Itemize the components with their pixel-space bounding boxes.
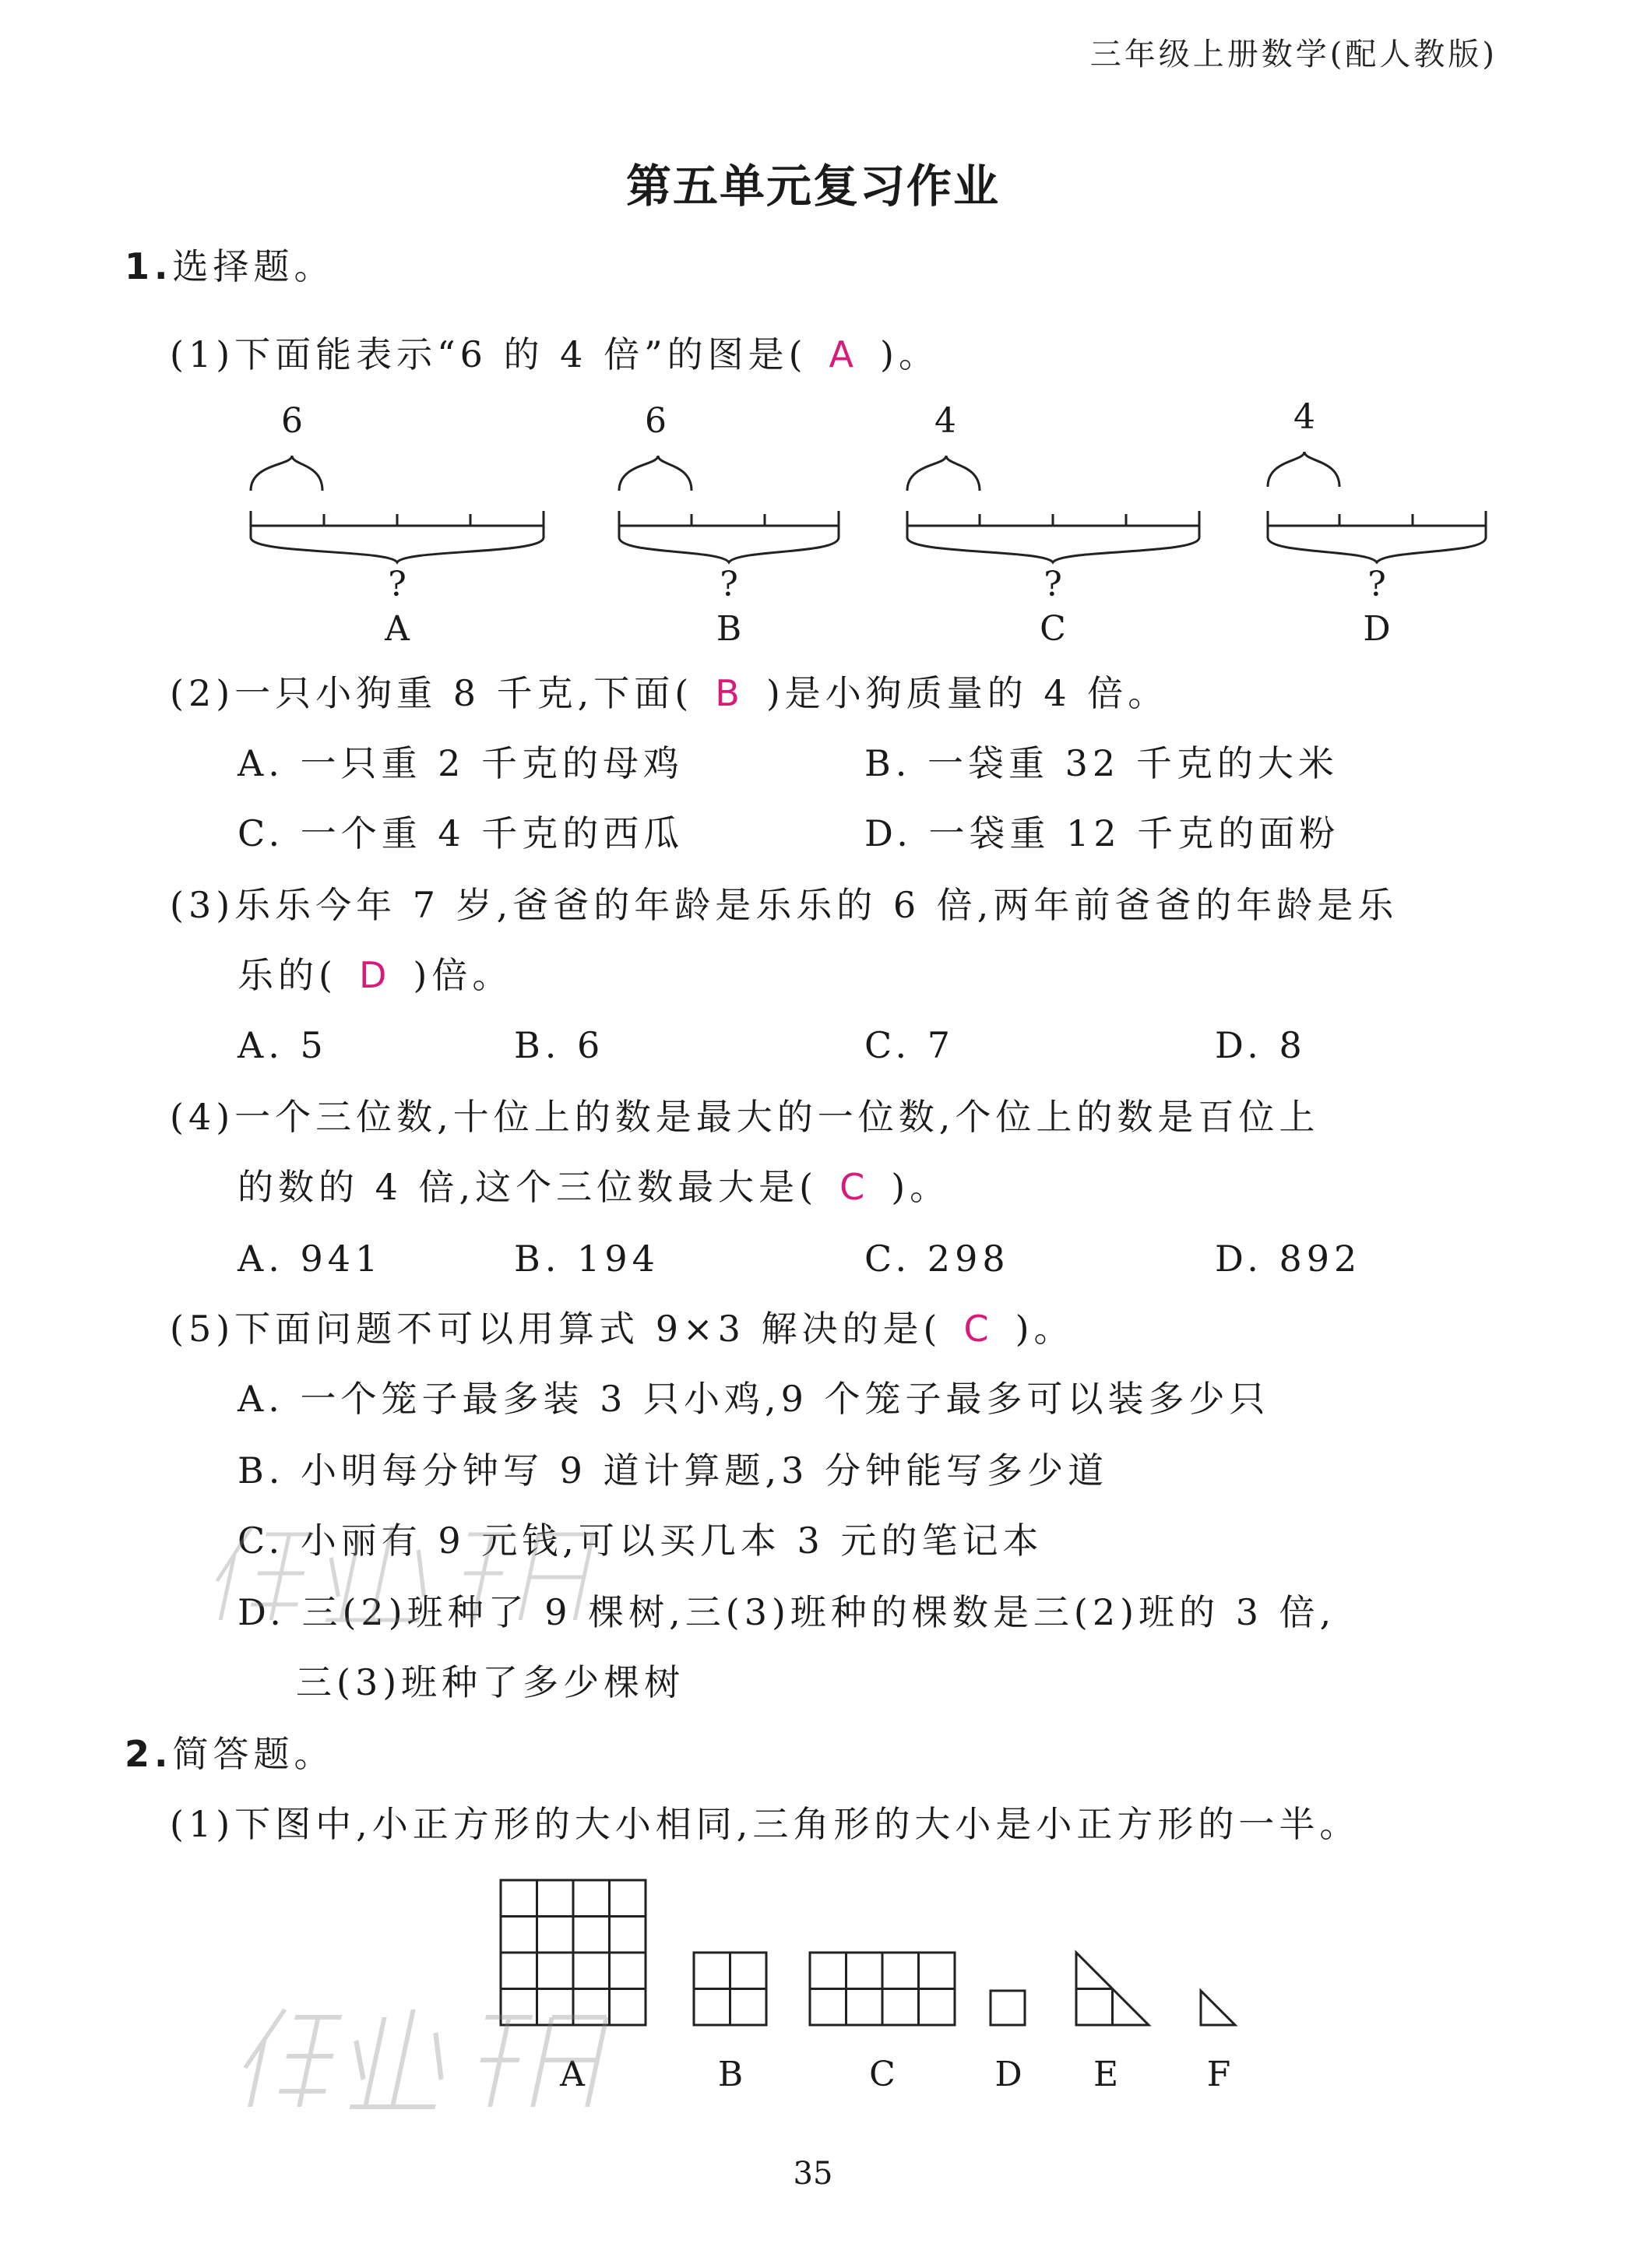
q2-number: 2. bbox=[125, 1733, 173, 1775]
page-title: 第五单元复习作业 bbox=[625, 160, 1000, 213]
q1-p4-option-b: B. 194 bbox=[514, 1238, 660, 1280]
page-header: 三年级上册数学(配人教版) bbox=[1089, 37, 1498, 72]
q1-p5-text-end: )。 bbox=[1015, 1308, 1075, 1350]
q1-p5-option-c: C. 小丽有 9 元钱,可以买几本 3 元的笔记本 bbox=[238, 1520, 1044, 1562]
figure-a-label: A bbox=[385, 609, 410, 649]
q1-p3-text-end: )倍。 bbox=[413, 954, 513, 996]
q1-p4-text: 的数的 4 倍,这个三位数最大是( bbox=[238, 1166, 818, 1208]
figure-b-label: B bbox=[716, 609, 742, 649]
figure-d-label: D bbox=[1363, 609, 1391, 649]
shape-f-label: F bbox=[1206, 2055, 1231, 2094]
q2-title: 简答题。 bbox=[172, 1733, 335, 1775]
figure-d-question: ? bbox=[1367, 565, 1386, 604]
q1-p4-option-c: C. 298 bbox=[864, 1238, 1010, 1280]
q1-p1-text: (1)下面能表示“6 的 4 倍”的图是( bbox=[170, 333, 808, 375]
q1-p4-text-end: )。 bbox=[891, 1166, 951, 1208]
q1-p1-answer: A bbox=[829, 333, 859, 375]
q1-p3-answer: D bbox=[358, 954, 392, 996]
q1-p4-option-a: A. 941 bbox=[238, 1238, 383, 1280]
q1-p4-answer: C bbox=[839, 1166, 870, 1208]
figure-c-top-label: 4 bbox=[934, 401, 956, 441]
q1-p5-option-d-line1: D. 三(2)班种了 9 棵树,三(3)班种的棵数是三(2)班的 3 倍, bbox=[238, 1591, 1336, 1633]
q1-p3-option-b: B. 6 bbox=[514, 1024, 605, 1066]
q1-p3-stem-line1: (3)乐乐今年 7 岁,爸爸的年龄是乐乐的 6 倍,两年前爸爸的年龄是乐 bbox=[170, 884, 1399, 926]
q1-p2-option-b: B. 一袋重 32 千克的大米 bbox=[864, 742, 1339, 784]
q1-title: 选择题。 bbox=[172, 245, 335, 287]
shape-b-label: B bbox=[717, 2055, 744, 2094]
q1-p4-option-d: D. 892 bbox=[1215, 1238, 1362, 1280]
figure-b-top-label: 6 bbox=[645, 401, 667, 441]
q1-p2-text: (2)一只小狗重 8 千克,下面( bbox=[170, 672, 694, 714]
q1-p5-answer: C bbox=[963, 1308, 994, 1350]
q1-p5-option-d-line2: 三(3)班种了多少棵树 bbox=[296, 1661, 685, 1703]
shape-b-grid bbox=[694, 1953, 766, 2025]
figure-a-top-label: 6 bbox=[281, 401, 303, 441]
shape-a-label: A bbox=[560, 2055, 585, 2094]
q1-p5-text: (5)下面问题不可以用算式 9×3 解决的是( bbox=[170, 1308, 942, 1350]
shape-c-label: C bbox=[869, 2055, 896, 2094]
q2-p1-stem: (1)下图中,小正方形的大小相同,三角形的大小是小正方形的一半。 bbox=[170, 1803, 1360, 1845]
q1-number: 1. bbox=[125, 245, 173, 287]
q1-p3-option-c: C. 7 bbox=[864, 1024, 956, 1066]
q1-p3-option-a: A. 5 bbox=[238, 1024, 328, 1066]
q1-p2-text-end: )是小狗质量的 4 倍。 bbox=[765, 672, 1169, 714]
q1-p4-stem-line1: (4)一个三位数,十位上的数是最大的一位数,个位上的数是百位上 bbox=[170, 1096, 1320, 1138]
q1-p2-answer: B bbox=[715, 672, 744, 714]
figure-b-question: ? bbox=[720, 565, 738, 604]
q1-p5-option-b: B. 小明每分钟写 9 道计算题,3 分钟能写多少道 bbox=[238, 1449, 1109, 1491]
figure-d-top-label: 4 bbox=[1293, 397, 1315, 437]
q1-p3-text: 乐的( bbox=[238, 954, 337, 996]
shape-c-grid bbox=[810, 1953, 955, 2025]
q1-p2-option-c: C. 一个重 4 千克的西瓜 bbox=[238, 812, 685, 854]
shape-d-square bbox=[991, 1991, 1025, 2025]
shape-a-grid bbox=[501, 1880, 646, 2025]
q1-p3-option-d: D. 8 bbox=[1215, 1024, 1307, 1066]
shape-f-triangle bbox=[1201, 1991, 1235, 2025]
page-number: 35 bbox=[793, 2156, 833, 2192]
shape-e-label: E bbox=[1093, 2055, 1119, 2094]
figure-c-label: C bbox=[1040, 609, 1066, 649]
q1-p2-option-d: D. 一袋重 12 千克的面粉 bbox=[864, 812, 1340, 854]
shape-d-label: D bbox=[994, 2055, 1022, 2094]
figure-a-question: ? bbox=[388, 565, 406, 604]
shape-e-triangle bbox=[1076, 1953, 1149, 2025]
figure-c-question: ? bbox=[1044, 565, 1062, 604]
q1-p5-option-a: A. 一个笼子最多装 3 只小鸡,9 个笼子最多可以装多少只 bbox=[238, 1378, 1270, 1420]
q1-p1-text-end: )。 bbox=[880, 333, 939, 375]
q1-p2-option-a: A. 一只重 2 千克的母鸡 bbox=[238, 742, 684, 784]
